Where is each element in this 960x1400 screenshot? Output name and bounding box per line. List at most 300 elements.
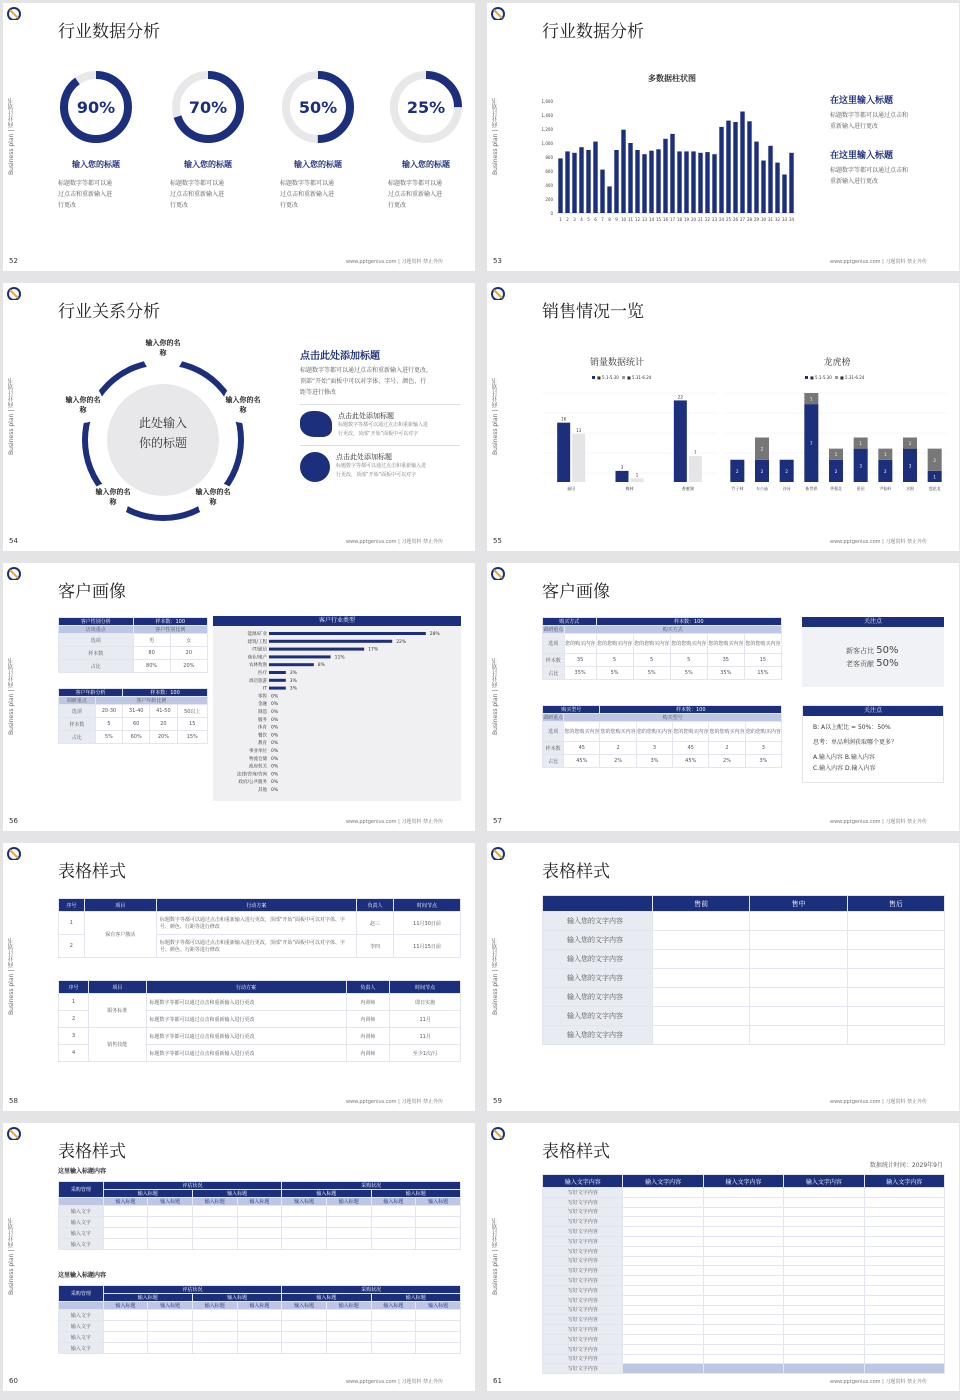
cell <box>371 1206 416 1217</box>
ring-desc: 标题数字等都可以通 <box>388 180 443 187</box>
row-label: 写好文字内容 <box>543 1325 623 1335</box>
data-label: 7 <box>694 450 697 456</box>
page-number: 57 <box>493 817 502 825</box>
cell <box>237 1321 282 1332</box>
cell: 15% <box>744 667 781 680</box>
cell <box>103 1343 148 1354</box>
sub-header: 输入标题 <box>282 1302 327 1310</box>
group-header: 输入标题 <box>371 1190 460 1198</box>
category-label: 制造 <box>258 710 267 715</box>
category-label: IT/通信 <box>252 647 267 653</box>
cell: 您的您购买内容 <box>709 722 745 742</box>
column-header: 时间节点 <box>390 981 461 994</box>
x-tick: 21 <box>697 217 704 222</box>
cell <box>416 1206 461 1217</box>
table-header: 样本数：100 <box>596 618 781 626</box>
data-label: 0% <box>271 788 279 793</box>
side-label: Business plan | 商业计划书 <box>492 657 499 735</box>
y-tick: 1,400 <box>541 113 553 118</box>
x-tick: 14 <box>648 217 655 222</box>
bar <box>754 142 758 213</box>
cell: 35% <box>564 667 596 680</box>
column-header: 项目 <box>84 899 156 912</box>
x-tick: 29 <box>753 217 760 222</box>
cell <box>864 1236 944 1246</box>
category-label: 事业单位 <box>249 749 267 754</box>
ring-card <box>58 69 134 211</box>
data-label: 0% <box>271 694 279 700</box>
slide-59[interactable] <box>487 843 959 1111</box>
cell: 3 <box>59 1028 89 1045</box>
category-label: 商业/地产 <box>247 655 267 661</box>
x-tick: 3 <box>573 217 576 222</box>
column-header: 负责人 <box>346 981 390 994</box>
cell: 样本数 <box>59 647 134 660</box>
category-label: 其他 <box>258 788 267 793</box>
cell <box>784 1334 864 1344</box>
cell: 您的您购买内容 <box>707 634 744 654</box>
x-tick: 17 <box>669 217 676 222</box>
x-tick: 27 <box>739 217 746 222</box>
cell <box>784 1276 864 1286</box>
slide-55[interactable] <box>487 283 959 551</box>
x-tick: 8 <box>608 217 611 222</box>
cell: 45% <box>564 755 600 768</box>
progress-ring <box>170 69 246 145</box>
purchase-model-table <box>542 705 782 768</box>
data-label: 28% <box>429 632 440 637</box>
bar <box>782 175 786 214</box>
data-label: 2 <box>884 468 887 474</box>
data-label: 13 <box>576 427 582 433</box>
data-label: 0% <box>271 733 279 739</box>
cell <box>750 1026 847 1045</box>
cell <box>326 1310 371 1321</box>
row-label: 输入文字 <box>59 1217 104 1228</box>
item-text: 标题数字等都可以通过点击和重新输入进 <box>338 422 429 428</box>
ring-percent: 50% <box>298 98 338 117</box>
x-tick: 26 <box>732 217 739 222</box>
data-label: 3% <box>289 671 297 676</box>
cell: 20-30 <box>95 705 122 718</box>
logo-icon <box>490 846 506 860</box>
cell: 20% <box>150 731 177 744</box>
cell <box>703 1207 783 1217</box>
cell <box>326 1206 371 1217</box>
slide-53[interactable] <box>487 3 959 271</box>
side-label: Business plan | 商业计划书 <box>8 377 15 455</box>
cell: 内训师 <box>346 1028 390 1045</box>
cell <box>784 1188 864 1198</box>
project-cell: 保有客户激活 <box>84 912 156 958</box>
group-header: 输入标题 <box>103 1294 192 1302</box>
gender-table <box>58 617 208 673</box>
logo-icon <box>6 846 22 860</box>
slide-57[interactable] <box>487 563 959 831</box>
cell <box>623 1188 703 1198</box>
note-text-2: 重新输入进行更改 <box>830 123 879 130</box>
cell: 50以上 <box>177 705 208 718</box>
row-label: 写好文字内容 <box>543 1315 623 1325</box>
x-tick: 12 <box>634 217 641 222</box>
cell <box>784 1207 864 1217</box>
progress-ring <box>58 69 134 145</box>
cell <box>59 1302 104 1310</box>
item-heading: 点击此处添加标题 <box>336 453 392 461</box>
ring-desc: 过点击和重新输入进 <box>280 191 335 198</box>
cell: 11月15日前 <box>394 935 461 958</box>
row-label: 输入您的文字内容 <box>543 1026 653 1045</box>
cell <box>192 1310 237 1321</box>
slide-52[interactable] <box>3 3 475 271</box>
slide-61[interactable] <box>487 1123 959 1391</box>
bar <box>740 112 744 214</box>
group-header: 输入标题 <box>282 1190 371 1198</box>
slide-title: 行业数据分析 <box>58 22 160 42</box>
row-label: 输入文字 <box>59 1332 104 1343</box>
table-header: 样本数：100 <box>123 689 208 697</box>
cell <box>192 1343 237 1354</box>
slide-title: 销售情况一览 <box>542 302 644 322</box>
cell: 占比 <box>543 667 565 680</box>
sub-header: 输入标题 <box>192 1198 237 1206</box>
sub-header: 输入标题 <box>326 1302 371 1310</box>
row-label: 输入您的文字内容 <box>543 969 653 988</box>
data-label: 16 <box>561 416 567 422</box>
cell: 5 <box>596 654 633 667</box>
cell <box>237 1217 282 1228</box>
cell <box>750 1007 847 1026</box>
item-heading: 点击此处添加标题 <box>338 412 394 420</box>
cell: 占比 <box>543 755 564 768</box>
cell: 5 <box>95 718 122 731</box>
bar <box>768 146 772 213</box>
cell <box>703 1295 783 1305</box>
bar <box>635 150 639 213</box>
side-label: Business plan | 商业计划书 <box>492 937 499 1015</box>
cell <box>847 912 944 931</box>
row-label: 写好文字内容 <box>543 1256 623 1266</box>
data-label: 2 <box>760 468 764 474</box>
cell <box>653 950 750 969</box>
category-label: 酒店旅游 <box>249 678 267 684</box>
slide-title: 客户画像 <box>542 582 610 602</box>
category-label: IT <box>262 686 267 692</box>
logo-icon <box>490 566 506 580</box>
cell: 女 <box>170 634 207 647</box>
column-header: 输入文字内容 <box>703 1175 783 1188</box>
cell: 标题数字等都可以通过点击和重新输入进行更改，顶部“开始”面板中可以对字体、字号、颜色、行距等进行修改 <box>156 935 356 958</box>
cell <box>703 1334 783 1344</box>
x-tick: 莲花北 <box>928 486 941 491</box>
cell: 20 <box>150 718 177 731</box>
cell <box>784 1344 864 1354</box>
heading-text: 标题数字等都可以通过点击和重新输入进行更改， <box>300 367 433 374</box>
cell: 至少1次/月 <box>390 1045 461 1062</box>
note-text-1: 标题数字等都可以通过点击和 <box>830 112 909 119</box>
cell <box>282 1310 327 1321</box>
cell <box>237 1332 282 1343</box>
sub-header: 输入标题 <box>148 1198 193 1206</box>
heading-text: 顶部“开始”面板中可以对字体、字号、颜色、行 <box>300 378 427 385</box>
project-cell: 服务标准 <box>89 994 146 1028</box>
data-label: 8% <box>317 663 325 669</box>
bar <box>614 150 618 213</box>
cell <box>237 1310 282 1321</box>
cell <box>653 931 750 950</box>
cell <box>103 1239 148 1250</box>
page-number: 60 <box>9 1377 18 1385</box>
cell: 2 <box>709 742 745 755</box>
cell <box>703 1188 783 1198</box>
ratio-text: B: A以上配比 = 50%：50% <box>813 724 891 731</box>
cell <box>703 1227 783 1237</box>
cell <box>371 1217 416 1228</box>
logo-icon <box>6 1126 22 1140</box>
cell <box>623 1295 703 1305</box>
column-header: 负责人 <box>356 899 393 912</box>
cell <box>864 1197 944 1207</box>
legend-swatch <box>805 376 808 379</box>
progress-ring <box>280 69 356 145</box>
cell: 内训师 <box>346 994 390 1011</box>
bar <box>689 456 702 482</box>
category-label: 物流仓储 <box>249 756 267 762</box>
bar <box>600 170 604 213</box>
group-header: 采购状况 <box>282 1182 461 1190</box>
x-tick: 车公庙 <box>756 486 768 491</box>
ring-label: 输入您的标题 <box>184 160 232 169</box>
bar <box>747 121 751 213</box>
cell <box>623 1325 703 1335</box>
cell <box>864 1344 944 1354</box>
cell: 样本数 <box>543 742 564 755</box>
sub-header: 客户性别比例 <box>133 626 208 634</box>
cell: 赵三 <box>356 912 393 935</box>
table-header: 购买型号 <box>543 706 600 714</box>
logo-icon <box>490 6 506 20</box>
cell <box>703 1276 783 1286</box>
cell <box>784 1197 864 1207</box>
cell: 3 <box>745 742 781 755</box>
sub-header: 输入标题 <box>192 1302 237 1310</box>
cell <box>282 1343 327 1354</box>
cell <box>282 1206 327 1217</box>
x-tick: 新世界 <box>805 486 818 491</box>
sub-header: 调研重点 <box>543 627 564 633</box>
left-header: 采购管理 <box>59 1182 104 1198</box>
row-label: 输入文字 <box>59 1321 104 1332</box>
data-label: 0% <box>271 702 279 708</box>
bar <box>269 687 286 690</box>
cell: 您的您购买内容 <box>673 722 709 742</box>
y-tick: 1,000 <box>541 141 553 146</box>
ring-desc: 行更改 <box>58 202 77 209</box>
bar <box>269 679 286 682</box>
page-number: 56 <box>9 817 18 825</box>
column-header: 序号 <box>59 899 85 912</box>
cell <box>148 1228 193 1239</box>
row-label: 输入您的文字内容 <box>543 950 653 969</box>
cell <box>864 1305 944 1315</box>
x-tick: 16 <box>662 217 669 222</box>
slide-60[interactable] <box>3 1123 475 1391</box>
center-title-1: 此处输入 <box>138 416 187 430</box>
sub-heading: 这里输入标题内容 <box>58 1272 107 1279</box>
cell <box>784 1295 864 1305</box>
y-tick: 200 <box>545 197 553 202</box>
cell <box>623 1344 703 1354</box>
ring-percent: 25% <box>406 98 446 117</box>
row-label: 写好文字内容 <box>543 1305 623 1315</box>
cell <box>623 1305 703 1315</box>
cell <box>416 1239 461 1250</box>
bar <box>663 139 667 213</box>
y-tick: 800 <box>545 155 553 160</box>
bar <box>705 152 709 213</box>
value: 50% <box>876 658 899 669</box>
x-tick: 7 <box>601 217 604 222</box>
table-header: 购买方式 <box>543 618 597 626</box>
cell <box>371 1310 416 1321</box>
group-header: 采购状况 <box>282 1286 461 1294</box>
cell: 35 <box>707 654 744 667</box>
cell: 1 <box>59 994 89 1011</box>
cell <box>192 1332 237 1343</box>
x-tick: 梅林 <box>625 486 634 491</box>
cell <box>864 1266 944 1276</box>
cell <box>703 1256 783 1266</box>
category-label: 政府/公共服务 <box>238 780 267 786</box>
cell <box>416 1217 461 1228</box>
action-table-2 <box>58 980 461 1062</box>
item-text: 标题数字等都可以通过点击和重新输入进 <box>336 463 427 469</box>
side-label: Business plan | 商业计划书 <box>8 937 15 1015</box>
cell: 31-40 <box>123 705 150 718</box>
x-tick: 32 <box>774 217 781 222</box>
legend-label: ■ 5.1-5.30 <box>810 375 832 380</box>
cell <box>103 1206 148 1217</box>
group-header: 输入标题 <box>192 1190 281 1198</box>
cell <box>703 1325 783 1335</box>
cell: 您的您购买内容 <box>600 722 636 742</box>
slide-58[interactable] <box>3 843 475 1111</box>
node-label: 输入你的名称 <box>195 488 231 506</box>
cell: 3% <box>745 755 781 768</box>
slide-56[interactable] <box>3 563 475 831</box>
cell <box>623 1207 703 1217</box>
column-header <box>543 896 653 912</box>
bar <box>631 478 644 482</box>
footer: www.pptgenius.com | 习题资料 禁止外传 <box>829 1379 927 1385</box>
cell: 您的您购买内容 <box>670 634 707 654</box>
sub-header: 购买型号 <box>564 714 782 722</box>
data-label: 17% <box>368 647 379 653</box>
note-heading: 在这里输入标题 <box>830 151 894 161</box>
y-tick: 0 <box>550 211 553 216</box>
sub-header: 输入标题 <box>371 1302 416 1310</box>
cell <box>623 1315 703 1325</box>
globe-icon <box>300 452 330 482</box>
cell <box>192 1217 237 1228</box>
ring-desc: 过点击和重新输入进 <box>170 191 225 198</box>
cell: 内训师 <box>346 1045 390 1062</box>
column-header: 输入文字内容 <box>623 1175 703 1188</box>
x-tick: 13 <box>641 217 648 222</box>
row-label: 写好文字内容 <box>543 1246 623 1256</box>
chart-title: 销量数据统计 <box>589 358 644 368</box>
x-tick: 尹仙岭 <box>879 486 892 491</box>
cell: 选项 <box>59 634 134 647</box>
legend-label: ■ 5.31-6.24 <box>627 375 652 380</box>
cell <box>703 1315 783 1325</box>
cell <box>703 1354 783 1364</box>
ring-percent: 70% <box>188 98 228 117</box>
bar <box>628 143 632 213</box>
cell: 45 <box>673 742 709 755</box>
cell <box>192 1239 237 1250</box>
cell <box>103 1228 148 1239</box>
data-label: 2 <box>933 457 936 463</box>
cell <box>750 950 847 969</box>
cell <box>371 1239 416 1250</box>
slide-54[interactable] <box>3 283 475 551</box>
legend-swatch <box>592 376 595 379</box>
note-heading: 在这里输入标题 <box>830 96 894 106</box>
category-label: 建筑/工程 <box>247 639 267 645</box>
cell <box>103 1321 148 1332</box>
cell <box>623 1285 703 1295</box>
focus-card-2 <box>802 705 944 783</box>
footer: www.pptgenius.com | 习题资料 禁止外传 <box>345 259 443 265</box>
cell <box>148 1321 193 1332</box>
stats-date: 数据统计时间：2029年9月 <box>869 1162 943 1169</box>
sub-heading: 这里输入标题内容 <box>58 1168 107 1175</box>
data-label: 1 <box>933 474 936 480</box>
row-label: 输入文字 <box>59 1239 104 1250</box>
cell: 标题数字等都可以通过点击和重新输入进行更改，顶部“开始”面板中可以对字体、字号、颜色、行距等进行修改 <box>156 912 356 935</box>
bar <box>733 122 737 213</box>
row-label: 写好文字内容 <box>543 1207 623 1217</box>
cell <box>864 1188 944 1198</box>
data-label: 2 <box>785 468 788 474</box>
cell <box>864 1256 944 1266</box>
card-header: 关注点 <box>802 617 944 627</box>
bar <box>670 134 674 213</box>
ring-label: 输入您的标题 <box>402 160 450 169</box>
bar <box>616 471 629 482</box>
data-label: 3% <box>289 678 297 684</box>
data-label: 1 <box>908 441 912 447</box>
cell: 35 <box>564 654 596 667</box>
data-label: 22% <box>396 639 407 645</box>
cell <box>847 988 944 1007</box>
cell <box>653 1026 750 1045</box>
cell <box>847 1026 944 1045</box>
bar <box>586 150 590 213</box>
procurement-table-1 <box>58 1181 461 1250</box>
sub-header: 购买方式 <box>564 626 781 634</box>
cell <box>148 1239 193 1250</box>
cell <box>326 1217 371 1228</box>
sub-header: 调研重点 <box>59 697 96 705</box>
slide-title: 表格样式 <box>542 1142 610 1162</box>
sub-header: 输入标题 <box>237 1302 282 1310</box>
cell: 45 <box>564 742 600 755</box>
cell <box>148 1217 193 1228</box>
ring-desc: 标题数字等都可以通 <box>58 180 113 187</box>
sub-header: 输入标题 <box>148 1302 193 1310</box>
